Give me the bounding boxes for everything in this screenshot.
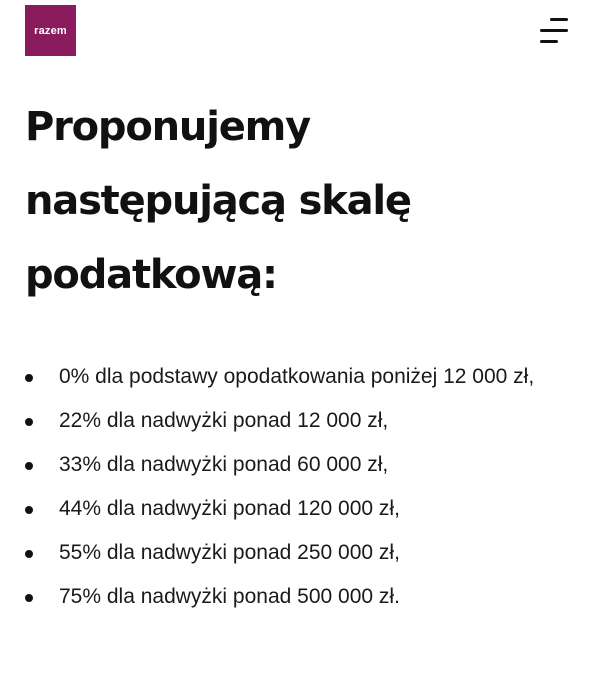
rate-text: 33% dla nadwyżki ponad 60 000 zł, — [59, 453, 389, 476]
page-heading: Proponujemy następującą skalę podatkową: — [25, 104, 411, 298]
menu-line-top — [550, 18, 568, 21]
tax-rate-list — [25, 362, 570, 626]
list-item — [25, 494, 570, 524]
razem-logo[interactable]: razem — [25, 5, 76, 56]
rate-text: 55% dla nadwyżki ponad 250 000 zł, — [59, 541, 400, 564]
bullet-icon — [25, 594, 33, 602]
bullet-icon — [25, 418, 33, 426]
list-item — [25, 406, 570, 436]
hamburger-menu-icon[interactable] — [536, 15, 576, 49]
top-bar — [0, 0, 605, 70]
bullet-icon — [25, 374, 33, 382]
list-item — [25, 538, 570, 568]
rate-text: 75% dla nadwyżki ponad 500 000 zł. — [59, 585, 400, 608]
menu-line-middle — [540, 29, 568, 32]
rate-text: 0% dla podstawy opodatkowania poniżej 12 000 zł, — [59, 365, 535, 388]
list-item — [25, 450, 570, 480]
bullet-icon — [25, 462, 33, 470]
rate-text: 22% dla nadwyżki ponad 12 000 zł, — [59, 409, 389, 432]
bullet-icon — [25, 506, 33, 514]
bullet-icon — [25, 550, 33, 558]
menu-line-bottom — [540, 40, 558, 43]
rate-text: 44% dla nadwyżki ponad 120 000 zł, — [59, 497, 400, 520]
list-item — [25, 362, 570, 392]
list-item — [25, 582, 570, 612]
